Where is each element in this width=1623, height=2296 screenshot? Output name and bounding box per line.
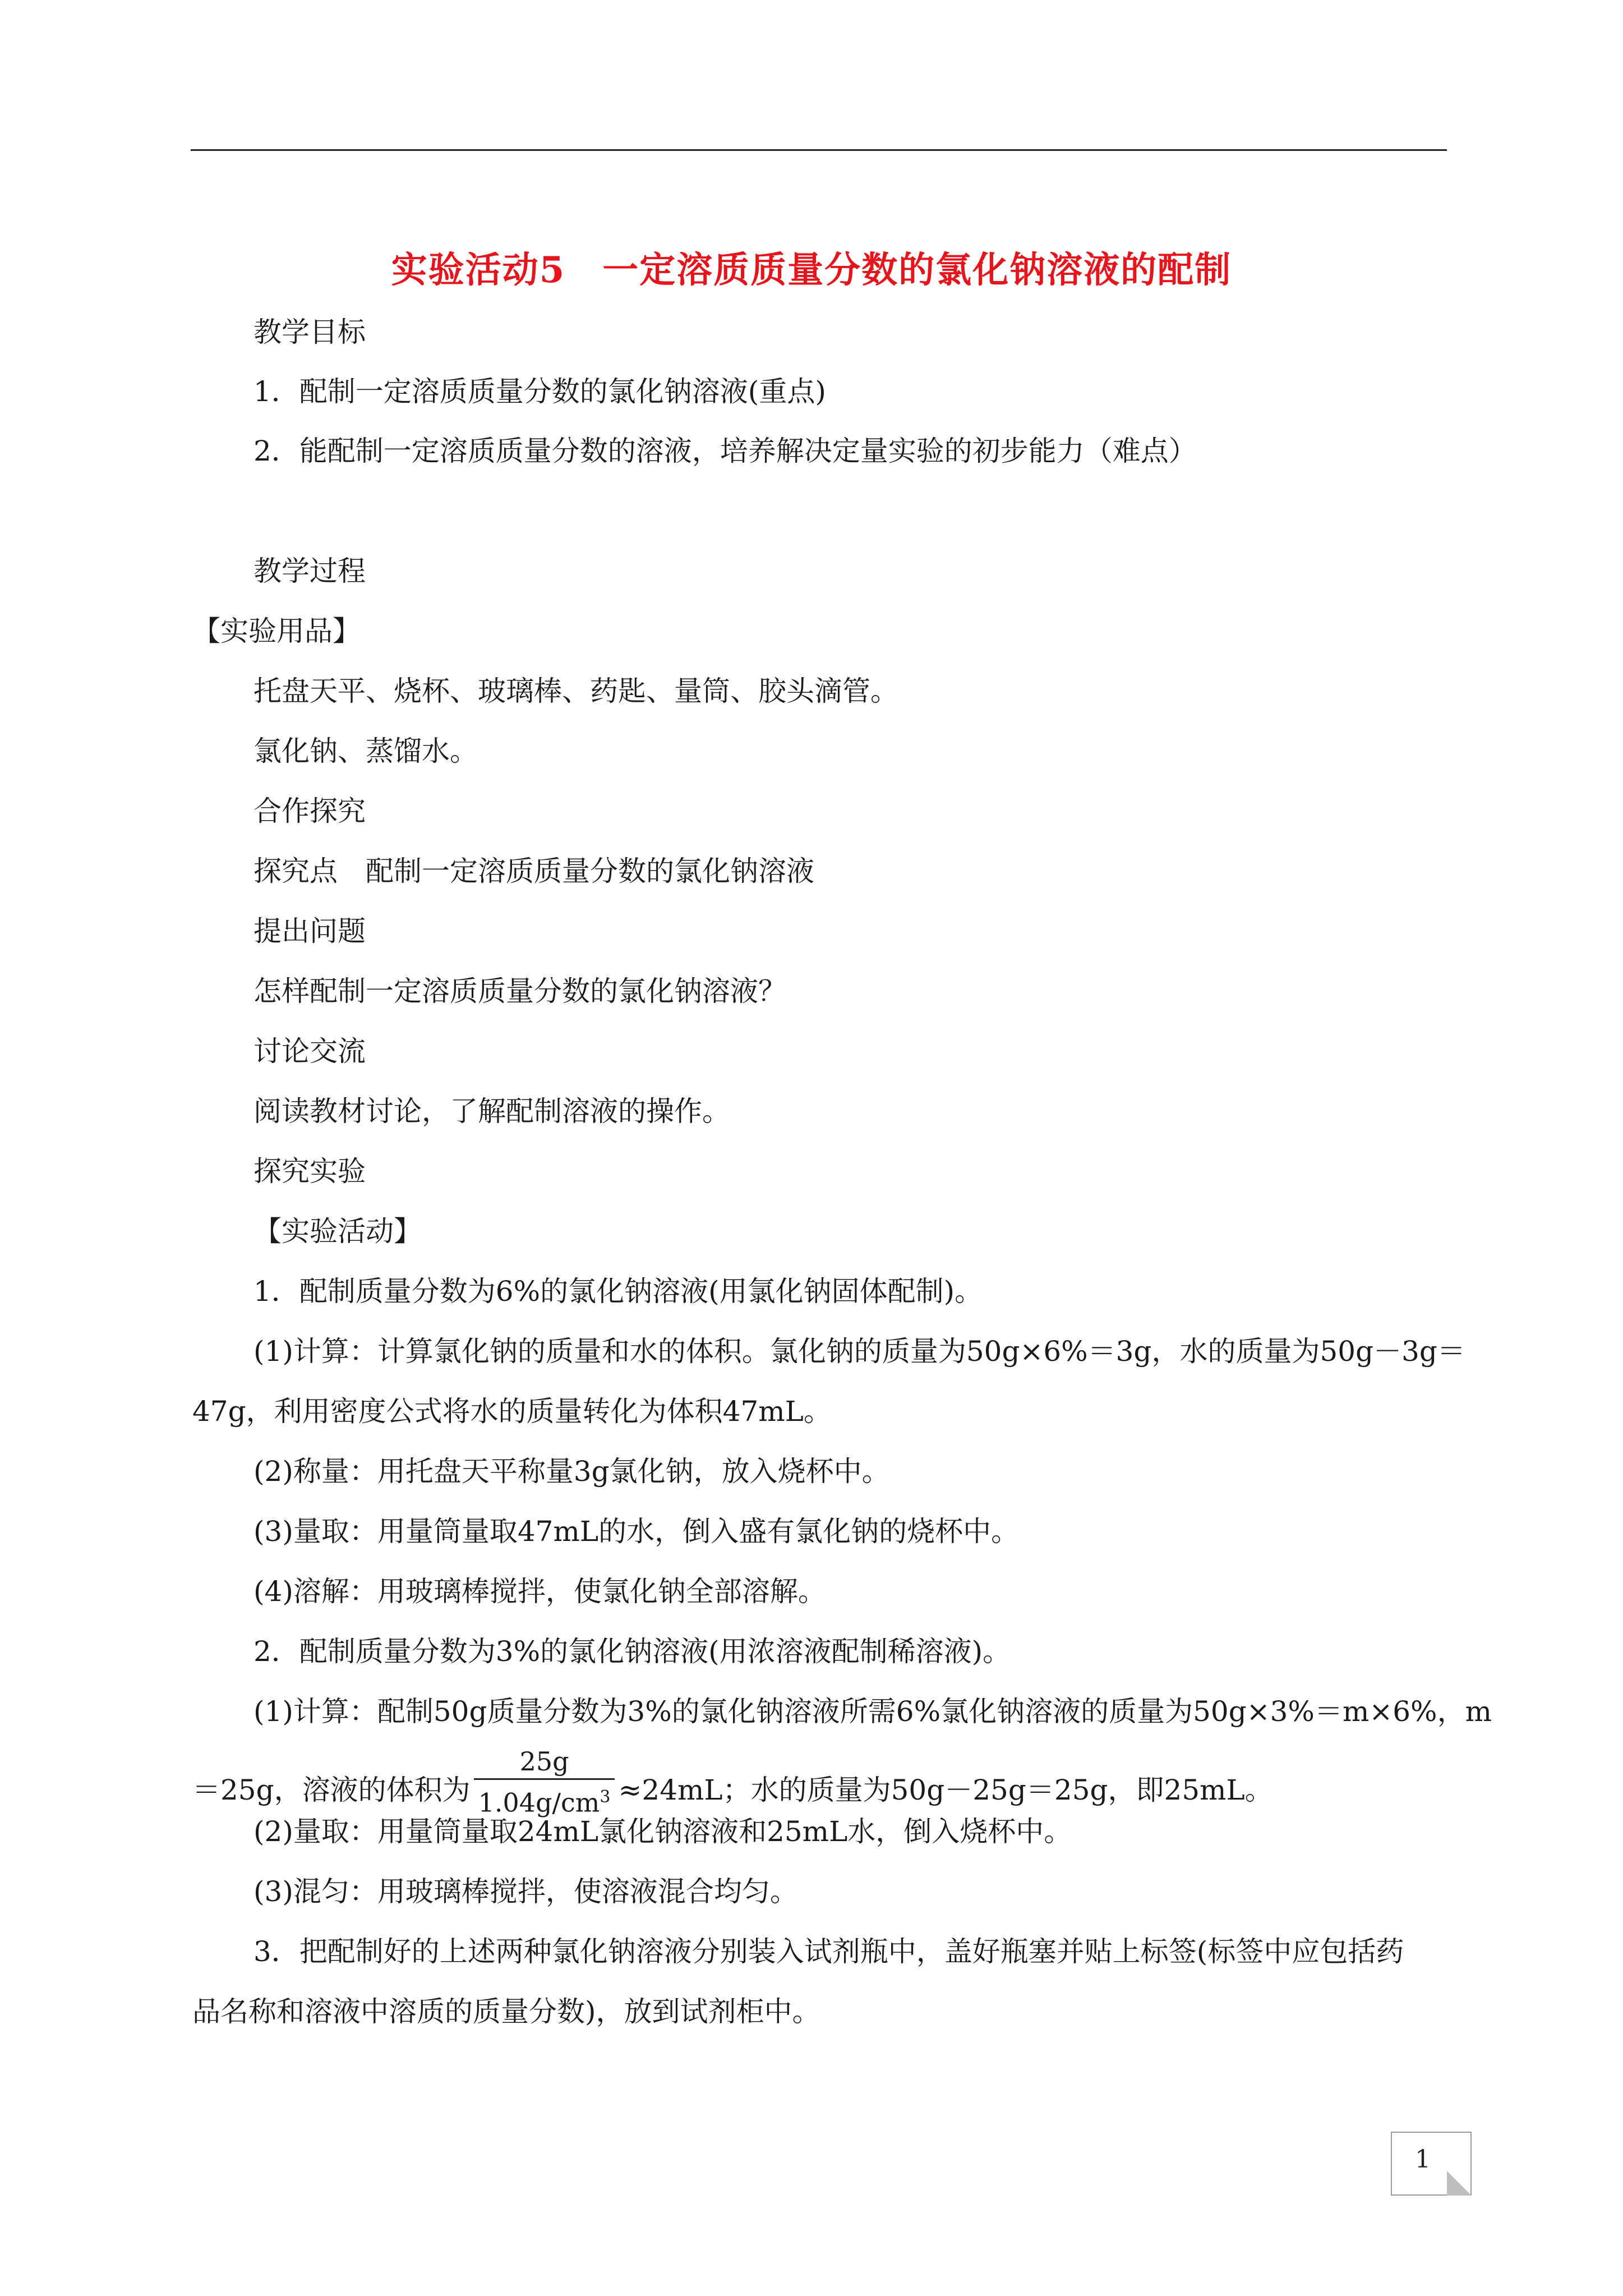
- paragraph: 47g，利用密度公式将水的质量转化为体积47mL。: [192, 1395, 832, 1428]
- formula-before: ＝25g，溶液的体积为: [192, 1774, 471, 1807]
- section-heading-process: 教学过程: [253, 555, 366, 587]
- paragraph: 提出问题: [253, 915, 366, 947]
- paragraph: 阅读教材讨论，了解配制溶液的操作。: [253, 1095, 730, 1128]
- paragraph: 1．配制质量分数为6%的氯化钠溶液(用氯化钠固体配制)。: [253, 1275, 983, 1308]
- page-number-box: [1391, 2132, 1472, 2196]
- section-heading-materials: 【实验用品】: [192, 615, 361, 647]
- objective-item: 2．能配制一定溶质质量分数的溶液，培养解决定量实验的初步能力（难点）: [253, 435, 1197, 467]
- paragraph: 讨论交流: [253, 1035, 366, 1068]
- paragraph: 2．配制质量分数为3%的氯化钠溶液(用浓溶液配制稀溶液)。: [253, 1635, 1011, 1668]
- formula-after: ≈24mL；水的质量为50g－25g＝25g，即25mL。: [618, 1774, 1273, 1807]
- paragraph: 托盘天平、烧杯、玻璃棒、药匙、量筒、胶头滴管。: [253, 675, 898, 707]
- paragraph: (1)计算：配制50g质量分数为3%的氯化钠溶液所需6%氯化钠溶液的质量为50g×3%＝m×6%，m: [253, 1695, 1492, 1728]
- fraction-numerator: 25g: [474, 1745, 615, 1780]
- paragraph: (1)计算：计算氯化钠的质量和水的体积。氯化钠的质量为50g×6%＝3g，水的质量为50g－3g＝: [253, 1335, 1465, 1368]
- paragraph: (2)称量：用托盘天平称量3g氯化钠，放入烧杯中。: [253, 1455, 890, 1488]
- section-heading-activity: 【实验活动】: [253, 1215, 422, 1248]
- paragraph: 品名称和溶液中溶质的质量分数)，放到试剂柜中。: [192, 1995, 820, 2028]
- paragraph: (3)量取：用量筒量取47mL的水，倒入盛有氯化钠的烧杯中。: [253, 1515, 1020, 1548]
- denominator-base: 1.04g/cm: [478, 1787, 600, 1818]
- paragraph: 探究实验: [253, 1155, 366, 1188]
- document-title: 实验活动5 一定溶质质量分数的氯化钠溶液的配制: [391, 249, 1232, 291]
- denominator-exponent: 3: [600, 1787, 611, 1807]
- fraction-denominator: [474, 1780, 615, 1820]
- page-number: 1: [1415, 2145, 1431, 2174]
- paragraph: (4)溶解：用玻璃棒搅拌，使氯化钠全部溶解。: [253, 1575, 826, 1608]
- paragraph: 合作探究: [253, 795, 366, 827]
- section-heading-objectives: 教学目标: [253, 316, 366, 348]
- paragraph: 怎样配制一定溶质质量分数的氯化钠溶液？: [253, 975, 786, 1007]
- paragraph: 探究点 配制一定溶质质量分数的氯化钠溶液: [253, 855, 814, 887]
- paragraph: 氯化钠、蒸馏水。: [253, 735, 478, 767]
- header-rule: [191, 149, 1447, 151]
- paragraph: 3．把配制好的上述两种氯化钠溶液分别装入试剂瓶中，盖好瓶塞并贴上标签(标签中应包括药: [253, 1935, 1404, 1968]
- fraction: [474, 1745, 615, 1820]
- objective-item: 1．配制一定溶质质量分数的氯化钠溶液(重点): [253, 375, 826, 408]
- paragraph: (3)混匀：用玻璃棒搅拌，使溶液混合均匀。: [253, 1875, 798, 1908]
- paragraph: (2)量取：用量筒量取24mL氯化钠溶液和25mL水，倒入烧杯中。: [253, 1815, 1072, 1848]
- page-curl-icon: [1447, 2171, 1472, 2196]
